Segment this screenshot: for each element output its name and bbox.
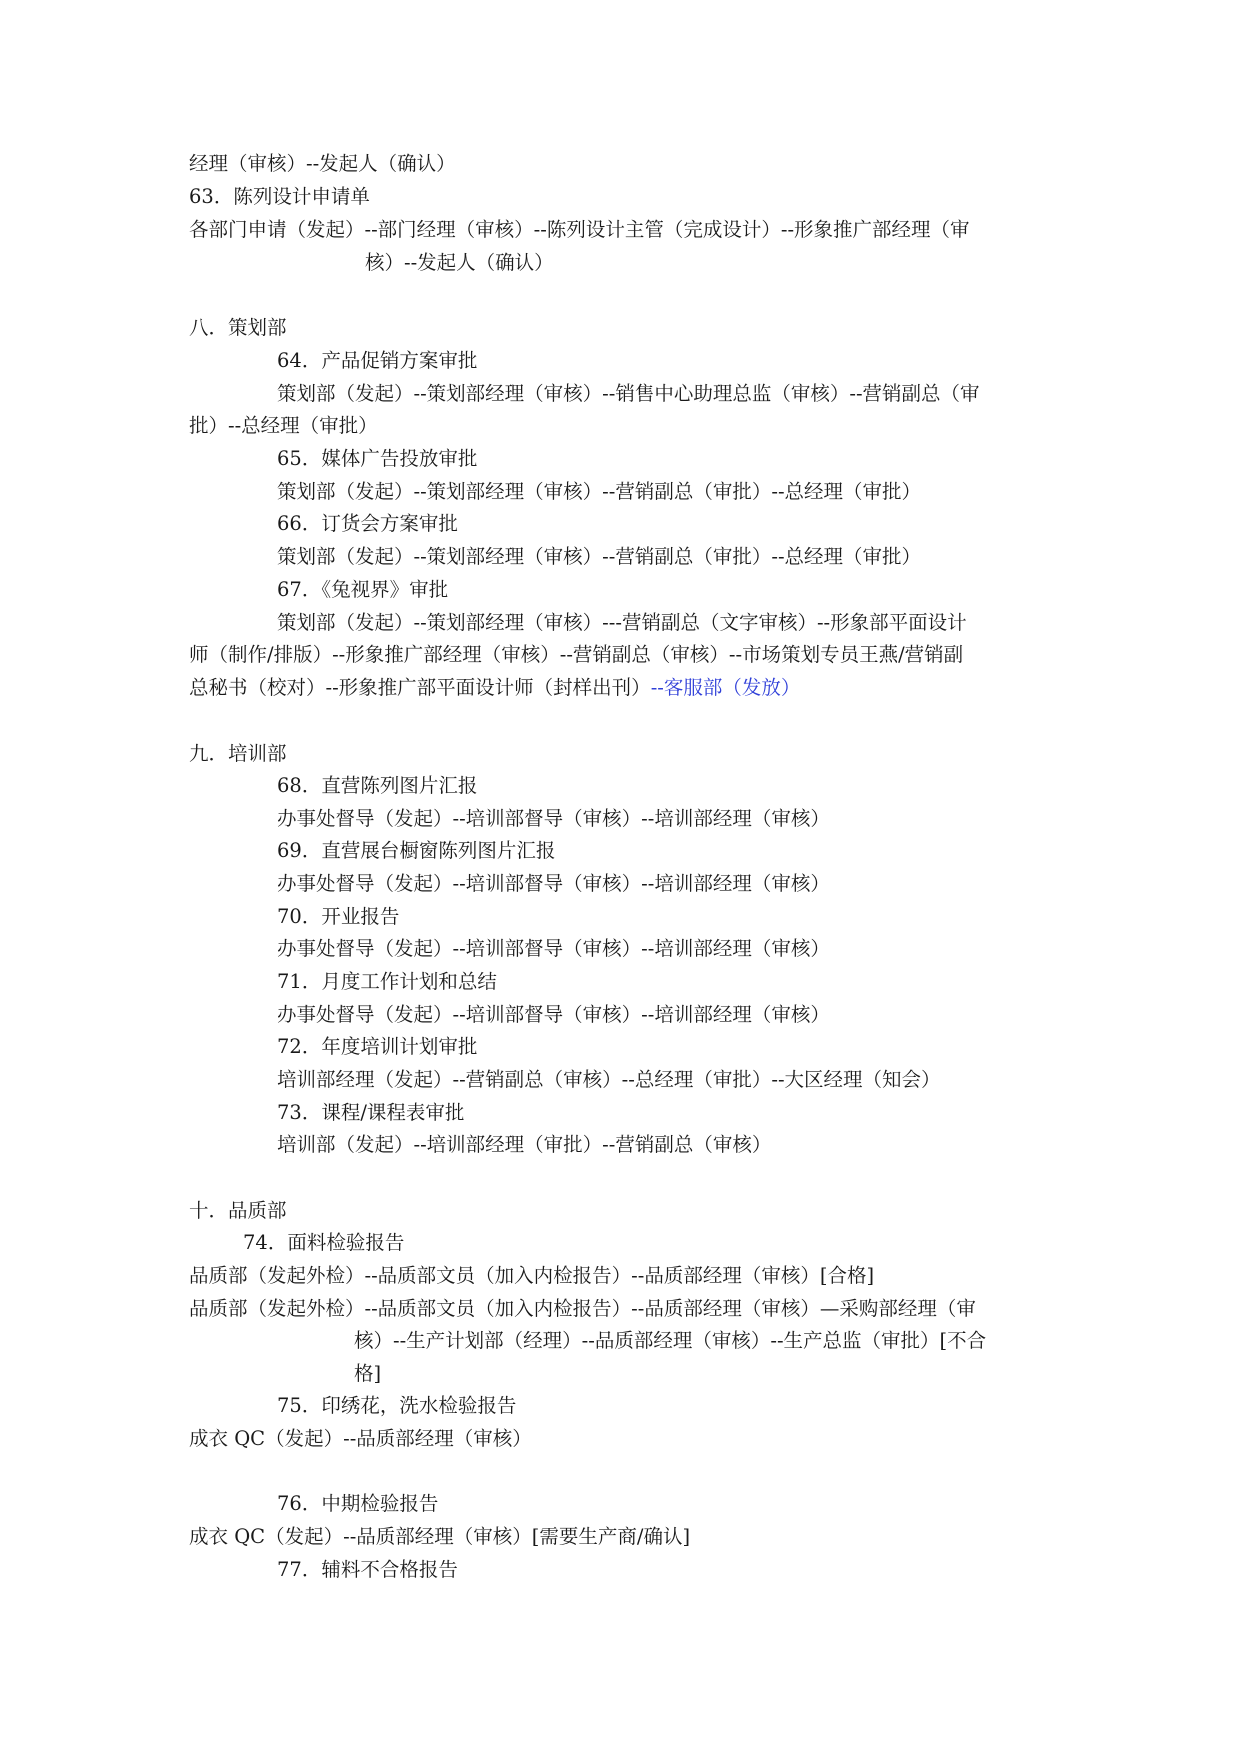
text-line: 批）--总经理（审批） [189, 414, 378, 437]
text-line: 核）--发起人（确认） [365, 251, 554, 274]
item-heading-71: 71．月度工作计划和总结 [277, 970, 497, 993]
text-line: 经理（审核）--发起人（确认） [189, 152, 456, 175]
item-heading-63: 63．陈列设计申请单 [189, 185, 370, 208]
item-heading-66: 66．订货会方案审批 [277, 512, 458, 535]
text-line: 品质部（发起外检）--品质部文员（加入内检报告）--品质部经理（审核）—采购部经理（审 [189, 1297, 976, 1320]
text-line [189, 676, 800, 700]
text-line: 核）--生产计划部（经理）--品质部经理（审核）--生产总监（审批）[不合 [354, 1329, 987, 1352]
text-line: 各部门申请（发起）--部门经理（审核）--陈列设计主管（完成设计）--形象推广部经理（审 [189, 218, 970, 241]
text-segment: 总秘书（校对）--形象推广部平面设计师（封样出刊） [189, 676, 651, 699]
item-heading-68: 68．直营陈列图片汇报 [277, 774, 478, 797]
item-heading-76: 76．中期检验报告 [277, 1492, 439, 1515]
item-heading-75: 75．印绣花，洗水检验报告 [277, 1394, 517, 1417]
text-line: 品质部（发起外检）--品质部文员（加入内检报告）--品质部经理（审核）[合格] [189, 1264, 875, 1287]
text-line: 办事处督导（发起）--培训部督导（审核）--培训部经理（审核） [277, 872, 830, 895]
distribution-link-text: --客服部（发放） [650, 676, 801, 699]
item-heading-73: 73．课程/课程表审批 [277, 1101, 465, 1124]
text-line: 成衣 QC（发起）--品质部经理（审核）[需要生产商/确认] [189, 1525, 691, 1548]
section-heading-10: 十．品质部 [189, 1199, 287, 1222]
item-heading-77: 77．辅料不合格报告 [277, 1558, 458, 1581]
item-heading-70: 70．开业报告 [277, 905, 400, 928]
text-line: 办事处督导（发起）--培训部督导（审核）--培训部经理（审核） [277, 1003, 830, 1026]
item-heading-64: 64．产品促销方案审批 [277, 349, 478, 372]
item-heading-65: 65．媒体广告投放审批 [277, 447, 478, 470]
text-line: 办事处督导（发起）--培训部督导（审核）--培训部经理（审核） [277, 807, 830, 830]
section-heading-9: 九．培训部 [189, 742, 287, 765]
text-line: 培训部（发起）--培训部经理（审批）--营销副总（审核） [277, 1133, 772, 1156]
text-line: 策划部（发起）--策划部经理（审核）--销售中心助理总监（审核）--营销副总（审 [277, 382, 980, 405]
item-heading-72: 72．年度培训计划审批 [277, 1035, 478, 1058]
text-line: 办事处督导（发起）--培训部督导（审核）--培训部经理（审核） [277, 937, 830, 960]
item-heading-74: 74．面料检验报告 [243, 1231, 405, 1254]
item-heading-69: 69．直营展台橱窗陈列图片汇报 [277, 839, 556, 862]
item-heading-67: 67．《兔视界》审批 [277, 578, 449, 601]
text-line: 策划部（发起）--策划部经理（审核）--营销副总（审批）--总经理（审批） [277, 545, 922, 568]
text-line: 成衣 QC（发起）--品质部经理（审核） [189, 1427, 532, 1450]
section-heading-8: 八．策划部 [189, 316, 287, 339]
text-line: 策划部（发起）--策划部经理（审核）--营销副总（审批）--总经理（审批） [277, 480, 922, 503]
text-line: 策划部（发起）--策划部经理（审核）---营销副总（文字审核）--形象部平面设计 [277, 611, 967, 634]
text-line: 格] [354, 1362, 382, 1385]
text-line: 培训部经理（发起）--营销副总（审核）--总经理（审批）--大区经理（知会） [277, 1068, 941, 1091]
text-line: 师（制作/排版）--形象推广部经理（审核）--营销副总（审核）--市场策划专员王燕/营销副 [189, 643, 964, 666]
